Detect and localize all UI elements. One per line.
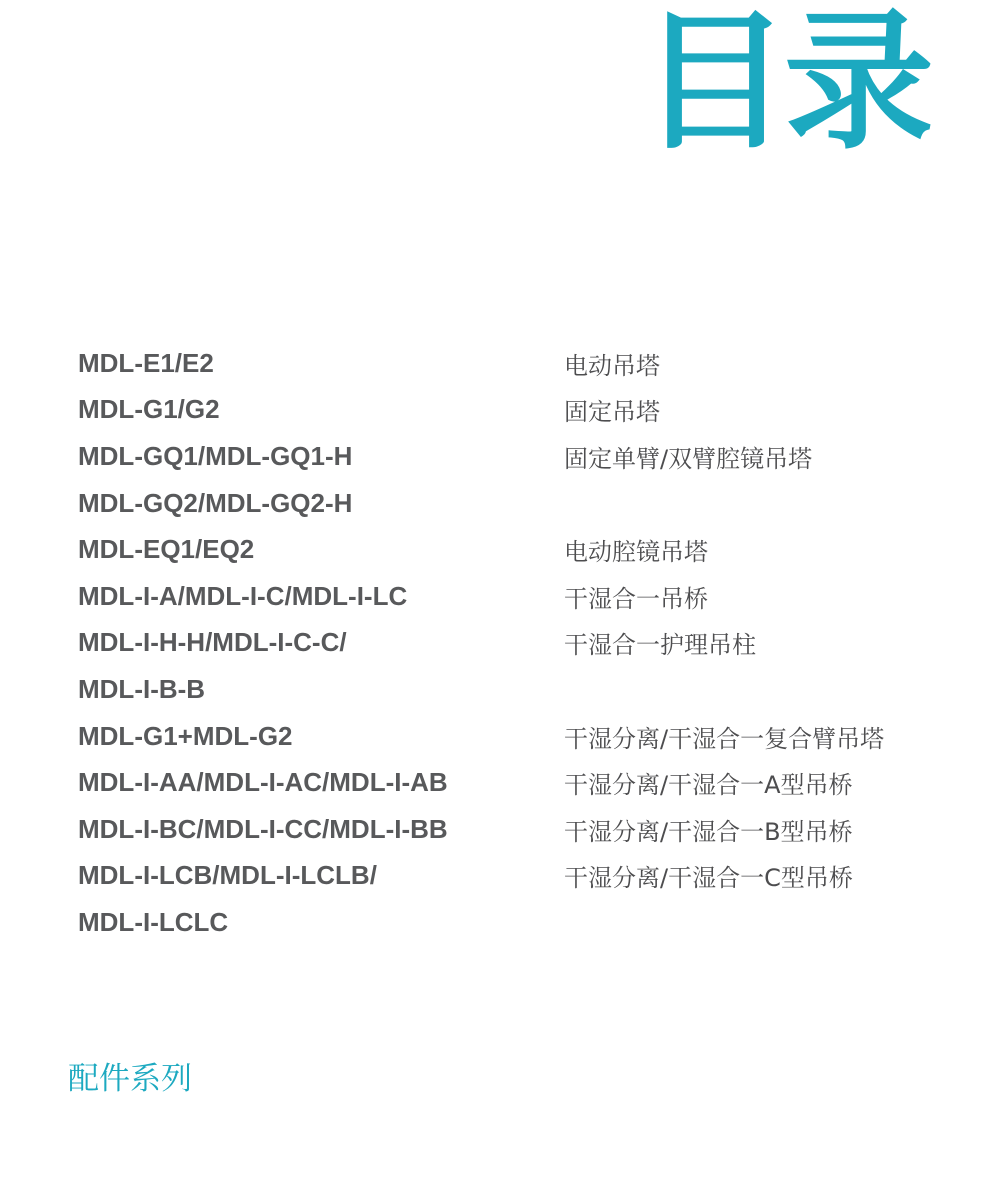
toc-entry[interactable]: [78, 899, 978, 946]
toc-entry-desc: 干湿分离/干湿合一A型吊桥: [564, 771, 853, 800]
toc-entry-code: MDL-I-B-B: [78, 673, 206, 704]
toc-entry-code: MDL-I-AA/MDL-I-AC/MDL-I-AB: [78, 767, 448, 798]
accessories-heading[interactable]: 配件系列: [68, 1061, 192, 1097]
toc-entry[interactable]: [78, 433, 978, 480]
toc-entry-desc: 干湿分离/干湿合一C型吊桥: [564, 864, 853, 893]
table-of-contents: [78, 340, 978, 946]
toc-entry-code: MDL-GQ2/MDL-GQ2-H: [78, 487, 353, 518]
toc-entry-code: MDL-I-H-H/MDL-I-C-C/: [78, 627, 347, 658]
toc-entry-code: MDL-I-BC/MDL-I-CC/MDL-I-BB: [78, 813, 448, 844]
toc-entry[interactable]: [78, 620, 978, 667]
toc-entry-code: MDL-I-A/MDL-I-C/MDL-I-LC: [78, 580, 408, 611]
toc-entry[interactable]: [78, 759, 978, 806]
toc-entry-code: MDL-E1/E2: [78, 347, 214, 378]
toc-entry-code: MDL-I-LCLC: [78, 906, 229, 937]
toc-entry[interactable]: [78, 666, 978, 713]
page-title: 目录: [639, 0, 928, 170]
toc-entry-desc: 干湿分离/干湿合一B型吊桥: [564, 817, 853, 846]
toc-entry[interactable]: [78, 573, 978, 620]
toc-entry[interactable]: [78, 713, 978, 760]
toc-entry[interactable]: [78, 387, 978, 434]
toc-entry-code: MDL-EQ1/EQ2: [78, 534, 255, 565]
toc-entry-code: MDL-I-LCB/MDL-I-LCLB/: [78, 860, 377, 891]
toc-entry-desc: 干湿合一吊桥: [564, 584, 708, 613]
toc-entry-desc: 电动腔镜吊塔: [564, 538, 708, 567]
toc-entry[interactable]: [78, 340, 978, 387]
toc-entry-desc: 干湿分离/干湿合一复合臂吊塔: [564, 724, 885, 753]
toc-entry[interactable]: [78, 853, 978, 900]
toc-entry-desc: 电动吊塔: [564, 351, 660, 380]
toc-entry[interactable]: [78, 806, 978, 853]
toc-entry-code: MDL-G1/G2: [78, 394, 220, 425]
toc-entry-desc: 固定吊塔: [564, 398, 660, 427]
toc-entry-code: MDL-G1+MDL-G2: [78, 720, 293, 751]
toc-entry-desc: 干湿合一护理吊柱: [564, 631, 756, 660]
toc-entry[interactable]: [78, 480, 978, 527]
toc-entry-code: MDL-GQ1/MDL-GQ1-H: [78, 440, 353, 471]
toc-entry[interactable]: [78, 526, 978, 573]
toc-entry-desc: 固定单臂/双臂腔镜吊塔: [564, 444, 813, 473]
